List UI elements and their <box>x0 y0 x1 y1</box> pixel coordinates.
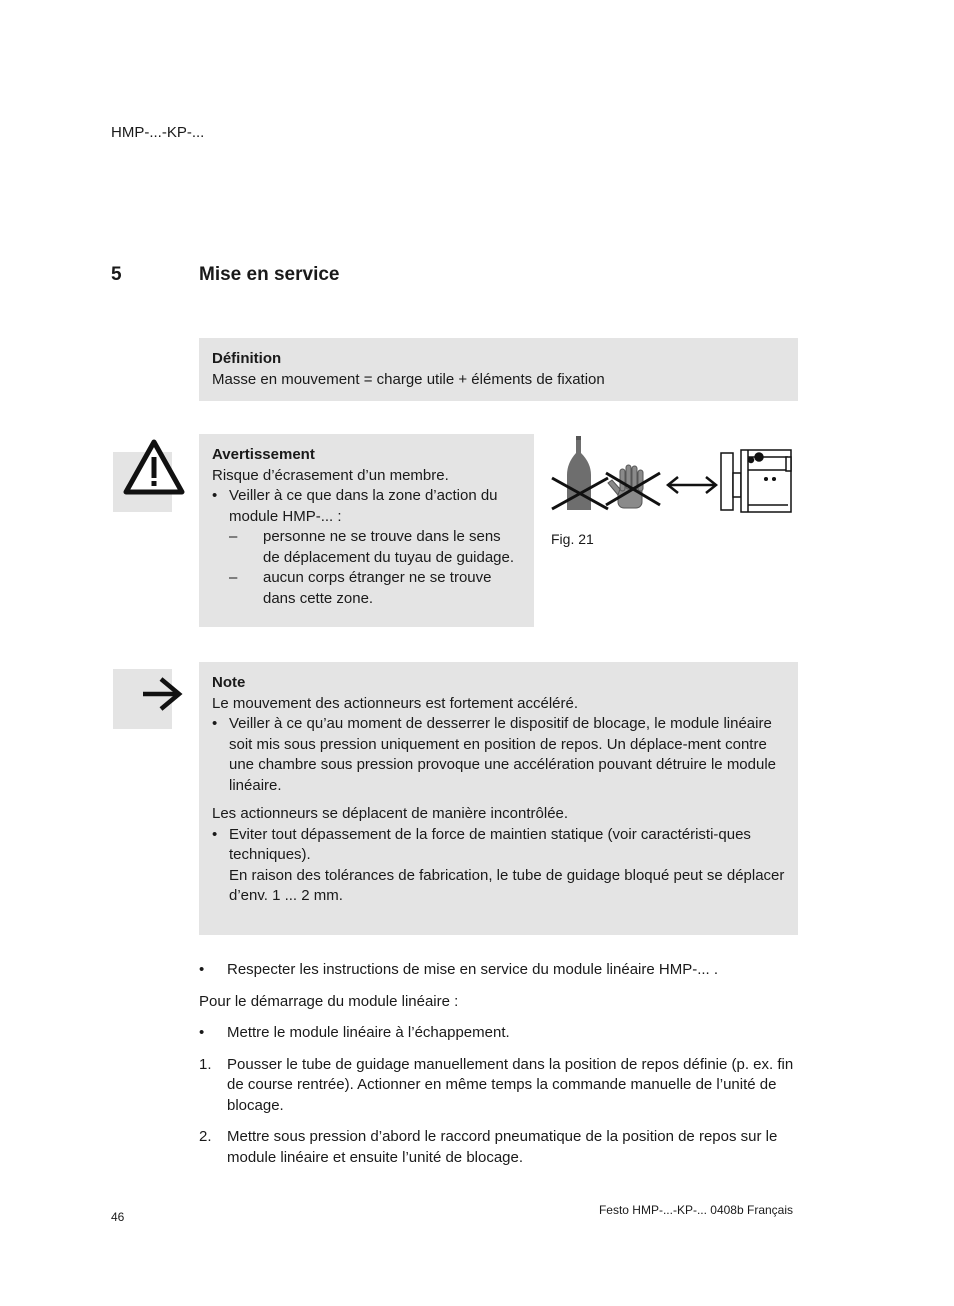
note-icon-tile <box>113 669 172 729</box>
definition-heading: Définition <box>212 350 282 367</box>
step-1: 1. Pousser le tube de guidage manuellement dans la position de repos définie (p. ex. fin de course rentrée). Actionner en même temps la commande manuelle de l’unité de blocage. <box>199 1055 794 1114</box>
note-middle: Les actionneurs se déplacent de manière incontrôlée. <box>212 805 569 822</box>
linear-module-icon <box>721 450 791 512</box>
warning-intro: Risque d’écrasement d’un membre. <box>212 466 449 484</box>
warning-heading: Avertissement <box>212 446 315 463</box>
section-title: Mise en service <box>199 264 340 285</box>
note-list-2 <box>212 825 785 907</box>
definition-box <box>199 338 798 401</box>
document-header: HMP-...-KP-... <box>111 124 205 141</box>
double-arrow-icon <box>668 477 716 493</box>
warning-dash-item: – personne ne se trouve dans le sens de déplacement du tuyau de guidage. <box>229 528 515 566</box>
start-intro: Pour le démarrage du module linéaire : <box>199 992 459 1010</box>
warning-dash-item: – aucun corps étranger ne se trouve dans cette zone. <box>229 569 492 607</box>
page-number: 46 <box>111 1210 125 1224</box>
warning-triangle-icon <box>113 440 183 500</box>
note-box <box>199 662 798 935</box>
warning-list <box>212 486 521 609</box>
footer-doc-id: Festo HMP-...-KP-... 0408b Français <box>598 1203 793 1217</box>
section-number: 5 <box>111 264 122 285</box>
bullet-respect: • Respecter les instructions de mise en service du module linéaire HMP-... . <box>199 961 719 978</box>
warning-bullet: • Veiller à ce que dans la zone d’action du module HMP-... : – personne ne se trouve dans le sens de déplacement du tuyau de guidage. – aucun corps étranger ne se trouve dans cette zone. <box>212 486 521 609</box>
bullet-exhaust: • Mettre le module linéaire à l’échappement. <box>199 1024 510 1041</box>
warning-box <box>199 434 534 627</box>
note-bullet-2: • Eviter tout dépassement de la force de maintien statique (voir caractéristi-ques techniques). En raison des tolérances de fabrication, le tube de guidage bloqué peut se déplacer d’env. 1 ... 2 mm. <box>212 825 785 907</box>
warning-icon-tile <box>113 452 172 512</box>
arrow-right-icon <box>113 669 183 729</box>
definition-text: Masse en mouvement = charge utile + éléments de fixation <box>212 370 605 388</box>
figure-caption: Fig. 21 <box>551 531 594 547</box>
body-content <box>199 960 799 1168</box>
note-list-1 <box>212 714 785 796</box>
figure-21-illustration <box>548 433 796 515</box>
step-2: 2. Mettre sous pression d’abord le raccord pneumatique de la position de repos sur le module linéaire et ensuite l’unité de blocage. <box>199 1128 778 1166</box>
note-intro: Le mouvement des actionneurs est fortement accéléré. <box>212 694 579 712</box>
note-heading: Note <box>212 674 246 691</box>
note-bullet-1: • Veiller à ce qu’au moment de desserrer le dispositif de blocage, le module linéaire soit mis sous pression uniquement en position de repos. Un déplace-ment contre une chambre sous pression provoque une accélération pouvant détruire le module linéaire. <box>212 714 785 796</box>
